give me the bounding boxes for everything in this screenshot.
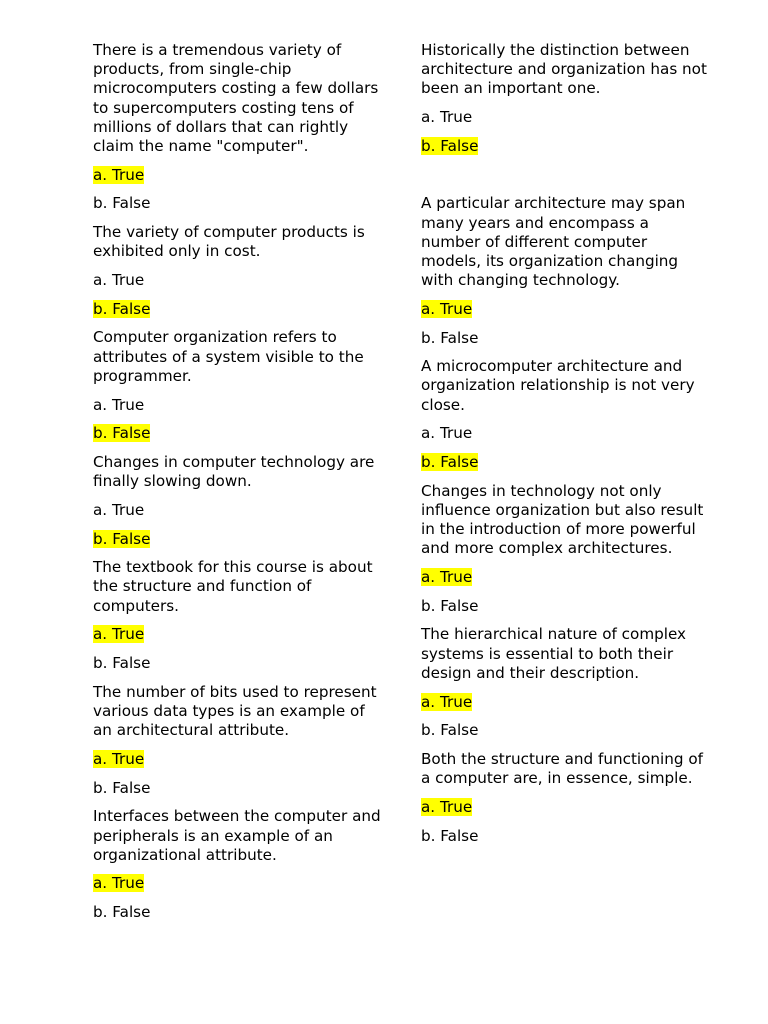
question-block	[421, 625, 711, 740]
option-a	[421, 300, 711, 319]
highlighted-answer: a. True	[93, 625, 145, 644]
question-text: The number of bits used to represent various data types is an example of an architectural attribute.	[93, 682, 377, 740]
option-b	[93, 424, 383, 443]
question-text: A microcomputer architecture and organization relationship is not very close.	[421, 357, 695, 414]
highlighted-answer: a. True	[93, 874, 145, 893]
question-block	[93, 558, 383, 673]
question-block	[421, 357, 711, 472]
left-column	[93, 41, 383, 932]
highlighted-answer: b. False	[421, 453, 479, 472]
question-block	[93, 41, 383, 214]
question-text: Both the structure and functioning of a computer are, in essence, simple.	[421, 749, 704, 788]
question-block	[93, 683, 383, 798]
question-block	[93, 223, 383, 319]
question-text: Historically the distinction between architecture and organization has not been an important one.	[421, 41, 707, 98]
blank-paragraph	[421, 166, 711, 195]
question-block	[93, 453, 383, 549]
option-a	[93, 166, 383, 185]
option-b: b. False	[93, 778, 151, 797]
question-text: There is a tremendous variety of products, from single-chip microcomputers costing a few dollars to supercomputers costing tens of millions of dollars that can rightly claim the name "computer".	[93, 41, 379, 156]
option-a: a. True	[93, 500, 145, 519]
option-b	[93, 530, 383, 549]
question-text: Computer organization refers to attributes of a system visible to the programmer.	[93, 328, 364, 385]
highlighted-answer: b. False	[93, 299, 151, 318]
option-b	[93, 300, 383, 319]
question-block	[421, 194, 711, 347]
option-b: b. False	[93, 903, 151, 922]
question-text: Changes in computer technology are finally slowing down.	[93, 452, 375, 491]
question-text: The hierarchical nature of complex systems is essential to both their design and their description.	[421, 625, 687, 682]
question-text: Changes in technology not only influence organization but also result in the introduction of more powerful and more complex architectures.	[421, 481, 704, 558]
option-a	[93, 874, 383, 893]
highlighted-answer: a. True	[421, 797, 473, 816]
highlighted-answer: b. False	[93, 424, 151, 443]
option-a	[421, 568, 711, 587]
option-b: b. False	[93, 654, 151, 673]
option-a: a. True	[421, 424, 473, 443]
option-b	[421, 137, 711, 156]
question-block	[421, 41, 711, 156]
option-a	[421, 693, 711, 712]
question-text: A particular architecture may span many years and encompass a number of different computer models, its organization changing with changing technology.	[421, 194, 686, 290]
highlighted-answer: b. False	[421, 136, 479, 155]
option-a: a. True	[421, 108, 473, 127]
question-block	[93, 328, 383, 443]
option-b: b. False	[421, 721, 479, 740]
highlighted-answer: a. True	[93, 749, 145, 768]
option-a	[421, 798, 711, 817]
question-block	[93, 807, 383, 922]
highlighted-answer: a. True	[421, 692, 473, 711]
question-text: The variety of computer products is exhibited only in cost.	[93, 223, 365, 261]
option-a	[93, 750, 383, 769]
option-b: b. False	[421, 826, 479, 845]
highlighted-answer: a. True	[421, 299, 473, 318]
option-b: b. False	[93, 194, 151, 213]
option-b: b. False	[421, 328, 479, 347]
option-b: b. False	[421, 596, 479, 615]
right-column	[421, 41, 711, 855]
option-a	[93, 625, 383, 644]
highlighted-answer: a. True	[421, 568, 473, 587]
option-a: a. True	[93, 271, 145, 290]
question-block	[421, 750, 711, 846]
question-text: Interfaces between the computer and peripherals is an example of an organizational attribute.	[93, 807, 381, 864]
option-a: a. True	[93, 395, 145, 414]
highlighted-answer: a. True	[93, 165, 145, 184]
highlighted-answer: b. False	[93, 529, 151, 548]
question-text: The textbook for this course is about the structure and function of computers.	[93, 558, 373, 615]
question-block	[421, 482, 711, 616]
option-b	[421, 453, 711, 472]
